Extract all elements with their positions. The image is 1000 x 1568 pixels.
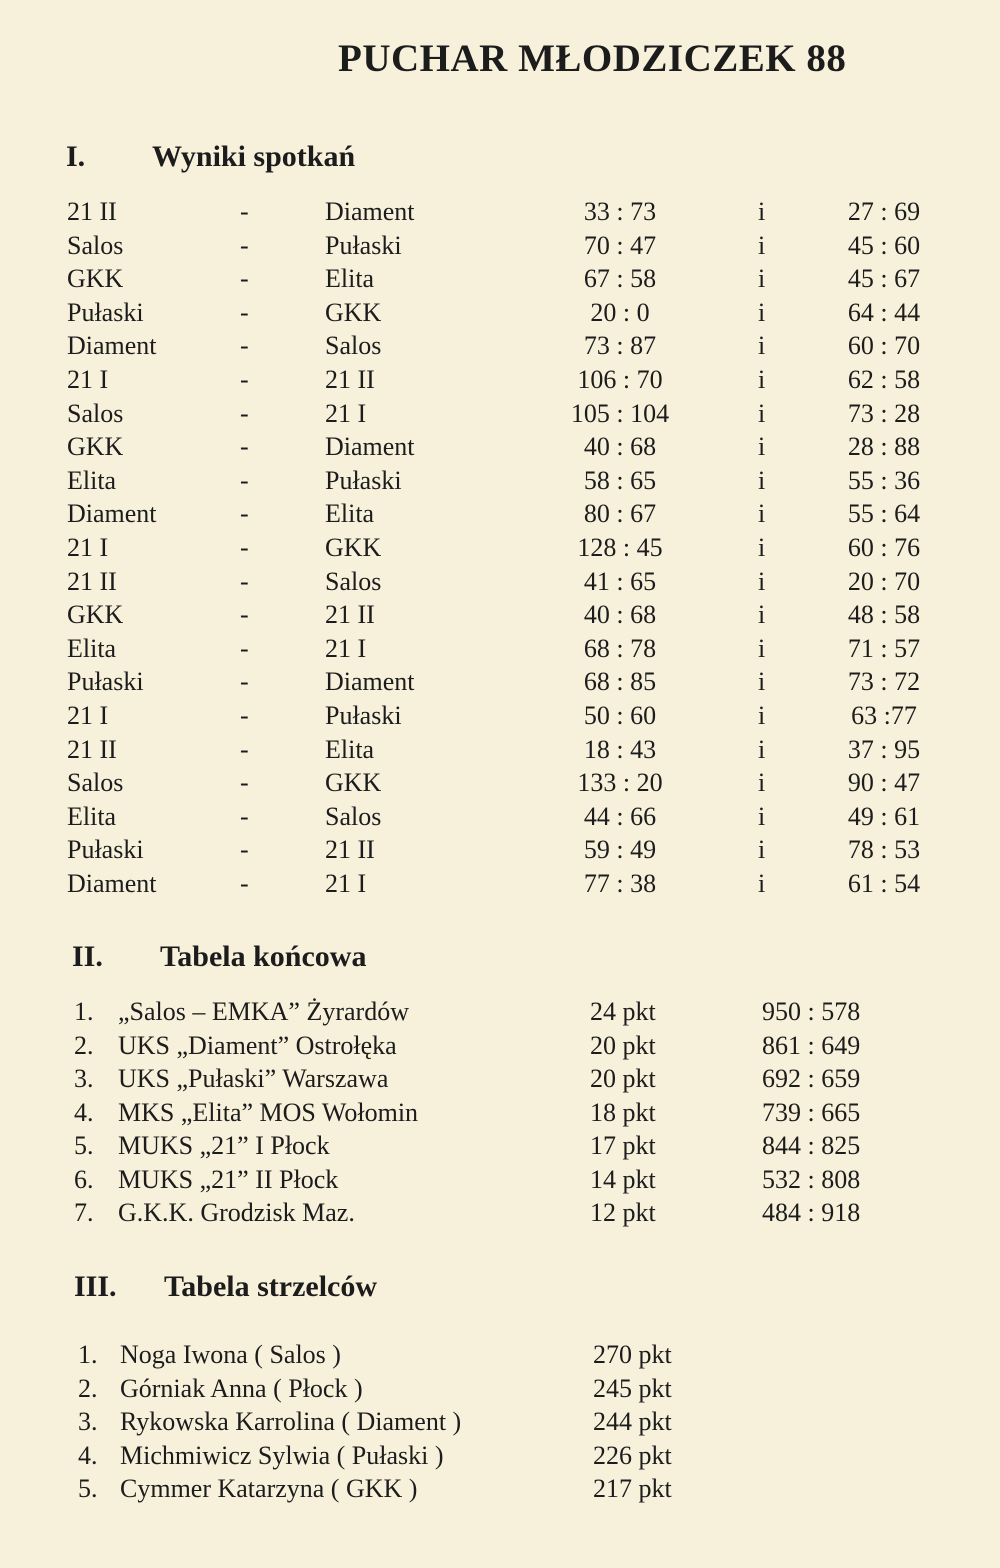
home-team: Pułaski — [67, 297, 144, 327]
score-separator: i — [758, 633, 766, 663]
away-team: 21 I — [325, 398, 367, 428]
table-row — [0, 1198, 1000, 1232]
section-title: Wyniki spotkań — [152, 140, 356, 173]
result-row — [0, 869, 1000, 903]
player-points: 244 pkt — [593, 1407, 672, 1436]
home-team: Pułaski — [67, 835, 144, 865]
away-team: Pułaski — [325, 465, 402, 495]
away-team: 21 II — [325, 365, 375, 394]
position-number: 2. — [74, 1030, 94, 1060]
team-points: 18 pkt — [590, 1097, 656, 1127]
home-team: Diament — [67, 331, 157, 361]
player-name: Noga Iwona ( Salos ) — [120, 1340, 341, 1369]
result-row — [0, 634, 1000, 668]
second-match-score: 28 : 88 — [847, 432, 921, 462]
result-row — [0, 701, 1000, 735]
position-number: 4. — [78, 1440, 98, 1470]
home-team: Elita — [67, 465, 117, 495]
away-team: GKK — [325, 533, 382, 562]
second-match-score: 73 : 28 — [847, 398, 921, 428]
away-team: Salos — [325, 331, 382, 361]
second-match-score: 63 :77 — [851, 701, 917, 730]
home-team: Elita — [67, 801, 117, 831]
dash-separator: - — [240, 365, 249, 394]
first-match-score: 128 : 45 — [577, 533, 663, 562]
second-match-score: 45 : 67 — [847, 264, 921, 294]
points-balance: 844 : 825 — [762, 1131, 861, 1160]
result-row — [0, 466, 1000, 500]
score-separator: i — [758, 365, 766, 394]
result-row — [0, 365, 1000, 399]
first-match-score: 68 : 85 — [583, 667, 657, 697]
home-team: GKK — [67, 432, 124, 462]
away-team: Elita — [325, 734, 375, 764]
player-name: Michmiwicz Sylwia ( Pułaski ) — [120, 1440, 444, 1470]
home-team: 21 II — [67, 734, 117, 764]
position-number: 7. — [74, 1198, 94, 1227]
result-row — [0, 533, 1000, 567]
table-row — [0, 1131, 1000, 1165]
score-separator: i — [758, 835, 766, 865]
away-team: Diament — [325, 197, 415, 226]
first-match-score: 59 : 49 — [583, 835, 657, 865]
dash-separator: - — [240, 768, 249, 798]
dash-separator: - — [240, 801, 249, 831]
team-points: 20 pkt — [590, 1064, 656, 1093]
away-team: Salos — [325, 801, 382, 831]
position-number: 6. — [74, 1164, 94, 1194]
result-row — [0, 331, 1000, 365]
score-separator: i — [758, 331, 766, 361]
score-separator: i — [758, 734, 766, 764]
result-row — [0, 802, 1000, 836]
scorer-row — [0, 1407, 1000, 1441]
score-separator: i — [758, 869, 766, 898]
position-number: 1. — [78, 1340, 98, 1369]
dash-separator: - — [240, 331, 249, 361]
first-match-score: 73 : 87 — [583, 331, 657, 361]
team-name: G.K.K. Grodzisk Maz. — [118, 1198, 355, 1227]
result-row — [0, 231, 1000, 265]
first-match-score: 106 : 70 — [577, 365, 663, 394]
position-number: 2. — [78, 1373, 98, 1403]
result-row — [0, 835, 1000, 869]
player-points: 270 pkt — [593, 1340, 672, 1369]
second-match-score: 61 : 54 — [847, 869, 921, 898]
dash-separator: - — [240, 197, 249, 226]
result-row — [0, 432, 1000, 466]
result-row — [0, 499, 1000, 533]
away-team: 21 II — [325, 600, 375, 630]
result-row — [0, 399, 1000, 433]
first-match-score: 67 : 58 — [583, 264, 657, 294]
score-separator: i — [758, 701, 766, 730]
second-match-score: 49 : 61 — [847, 801, 921, 831]
dash-separator: - — [240, 465, 249, 495]
player-name: Górniak Anna ( Płock ) — [120, 1373, 363, 1403]
second-match-score: 37 : 95 — [847, 734, 921, 764]
first-match-score: 33 : 73 — [583, 197, 657, 226]
second-match-score: 55 : 36 — [847, 465, 921, 495]
position-number: 3. — [78, 1407, 98, 1436]
team-name: MUKS „21” II Płock — [118, 1164, 339, 1194]
second-match-score: 62 : 58 — [847, 365, 921, 394]
dash-separator: - — [240, 432, 249, 462]
first-match-score: 40 : 68 — [583, 600, 657, 630]
table-row — [0, 1031, 1000, 1065]
position-number: 5. — [78, 1474, 98, 1503]
home-team: Salos — [67, 768, 124, 798]
points-balance: 950 : 578 — [762, 997, 861, 1026]
position-number: 1. — [74, 997, 94, 1026]
second-match-score: 90 : 47 — [847, 768, 921, 798]
dash-separator: - — [240, 600, 249, 630]
team-points: 17 pkt — [590, 1131, 656, 1160]
score-separator: i — [758, 533, 766, 562]
dash-separator: - — [240, 701, 249, 730]
away-team: 21 II — [325, 835, 375, 865]
first-match-score: 50 : 60 — [583, 701, 657, 730]
scorer-row — [0, 1374, 1000, 1408]
player-name: Cymmer Katarzyna ( GKK ) — [120, 1474, 418, 1503]
score-separator: i — [758, 499, 766, 529]
result-row — [0, 600, 1000, 634]
first-match-score: 133 : 20 — [577, 768, 663, 798]
section-numeral: III. — [74, 1270, 117, 1303]
player-points: 217 pkt — [593, 1474, 672, 1503]
score-separator: i — [758, 600, 766, 630]
section-numeral: I. — [66, 140, 86, 173]
first-match-score: 44 : 66 — [583, 801, 657, 831]
page-title: PUCHAR MŁODZICZEK 88 — [338, 37, 847, 80]
away-team: Pułaski — [325, 230, 402, 260]
first-match-score: 70 : 47 — [583, 230, 657, 260]
result-row — [0, 197, 1000, 231]
home-team: Pułaski — [67, 667, 144, 697]
points-balance: 532 : 808 — [762, 1164, 861, 1194]
first-match-score: 18 : 43 — [583, 734, 657, 764]
points-balance: 861 : 649 — [762, 1030, 861, 1060]
score-separator: i — [758, 398, 766, 428]
away-team: 21 I — [325, 869, 367, 898]
second-match-score: 73 : 72 — [847, 667, 921, 697]
points-balance: 739 : 665 — [762, 1097, 861, 1127]
dash-separator: - — [240, 835, 249, 865]
dash-separator: - — [240, 533, 249, 562]
second-match-score: 27 : 69 — [847, 197, 921, 226]
away-team: Salos — [325, 566, 382, 596]
score-separator: i — [758, 801, 766, 831]
position-number: 5. — [74, 1131, 94, 1160]
section-title: Tabela końcowa — [160, 940, 367, 973]
first-match-score: 40 : 68 — [583, 432, 657, 462]
section-title: Tabela strzelców — [164, 1270, 378, 1303]
dash-separator: - — [240, 667, 249, 697]
score-separator: i — [758, 465, 766, 495]
team-name: „Salos – EMKA” Żyrardów — [118, 997, 409, 1026]
dash-separator: - — [240, 869, 249, 898]
score-separator: i — [758, 566, 766, 596]
away-team: Pułaski — [325, 701, 402, 730]
result-row — [0, 298, 1000, 332]
second-match-score: 20 : 70 — [847, 566, 921, 596]
dash-separator: - — [240, 566, 249, 596]
dash-separator: - — [240, 297, 249, 327]
dash-separator: - — [240, 633, 249, 663]
table-row — [0, 1064, 1000, 1098]
points-balance: 692 : 659 — [762, 1064, 861, 1093]
team-name: MKS „Elita” MOS Wołomin — [118, 1097, 419, 1127]
second-match-score: 48 : 58 — [847, 600, 921, 630]
second-match-score: 45 : 60 — [847, 230, 921, 260]
score-separator: i — [758, 432, 766, 462]
second-match-score: 60 : 70 — [847, 331, 921, 361]
score-separator: i — [758, 297, 766, 327]
scorer-row — [0, 1474, 1000, 1508]
second-match-score: 60 : 76 — [847, 533, 921, 562]
second-match-score: 64 : 44 — [847, 297, 921, 327]
team-points: 14 pkt — [590, 1164, 656, 1194]
second-match-score: 55 : 64 — [847, 499, 921, 529]
player-points: 226 pkt — [593, 1440, 672, 1470]
away-team: Elita — [325, 264, 375, 294]
player-name: Rykowska Karrolina ( Diament ) — [120, 1407, 462, 1436]
home-team: Elita — [67, 633, 117, 663]
away-team: 21 I — [325, 633, 367, 663]
team-points: 24 pkt — [590, 997, 656, 1026]
team-points: 12 pkt — [590, 1198, 656, 1227]
score-separator: i — [758, 230, 766, 260]
away-team: GKK — [325, 297, 382, 327]
away-team: Diament — [325, 432, 415, 462]
first-match-score: 58 : 65 — [583, 465, 657, 495]
score-separator: i — [758, 197, 766, 226]
dash-separator: - — [240, 230, 249, 260]
team-name: MUKS „21” I Płock — [118, 1131, 330, 1160]
away-team: Elita — [325, 499, 375, 529]
first-match-score: 41 : 65 — [583, 566, 657, 596]
result-row — [0, 264, 1000, 298]
first-match-score: 68 : 78 — [583, 633, 657, 663]
home-team: Diament — [67, 499, 157, 529]
away-team: Diament — [325, 667, 415, 697]
score-separator: i — [758, 768, 766, 798]
dash-separator: - — [240, 264, 249, 294]
first-match-score: 80 : 67 — [583, 499, 657, 529]
result-row — [0, 768, 1000, 802]
first-match-score: 77 : 38 — [583, 869, 657, 898]
team-name: UKS „Pułaski” Warszawa — [118, 1064, 389, 1093]
scorer-row — [0, 1441, 1000, 1475]
home-team: GKK — [67, 264, 124, 294]
scorer-row — [0, 1340, 1000, 1374]
home-team: 21 II — [67, 566, 117, 596]
result-row — [0, 667, 1000, 701]
table-row — [0, 1165, 1000, 1199]
first-match-score: 105 : 104 — [570, 398, 670, 428]
home-team: 21 II — [67, 197, 117, 226]
position-number: 4. — [74, 1097, 94, 1127]
result-row — [0, 567, 1000, 601]
table-row — [0, 997, 1000, 1031]
result-row — [0, 735, 1000, 769]
home-team: 21 I — [67, 533, 109, 562]
position-number: 3. — [74, 1064, 94, 1093]
section-numeral: II. — [72, 940, 103, 973]
team-points: 20 pkt — [590, 1030, 656, 1060]
score-separator: i — [758, 667, 766, 697]
dash-separator: - — [240, 398, 249, 428]
table-row — [0, 1098, 1000, 1132]
player-points: 245 pkt — [593, 1373, 672, 1403]
away-team: GKK — [325, 768, 382, 798]
score-separator: i — [758, 264, 766, 294]
home-team: 21 I — [67, 701, 109, 730]
dash-separator: - — [240, 499, 249, 529]
home-team: Diament — [67, 869, 157, 898]
second-match-score: 71 : 57 — [847, 633, 921, 663]
dash-separator: - — [240, 734, 249, 764]
home-team: Salos — [67, 230, 124, 260]
points-balance: 484 : 918 — [762, 1198, 861, 1227]
second-match-score: 78 : 53 — [847, 835, 921, 865]
home-team: Salos — [67, 398, 124, 428]
home-team: 21 I — [67, 365, 109, 394]
first-match-score: 20 : 0 — [590, 297, 650, 327]
home-team: GKK — [67, 600, 124, 630]
team-name: UKS „Diament” Ostrołęka — [118, 1030, 397, 1060]
